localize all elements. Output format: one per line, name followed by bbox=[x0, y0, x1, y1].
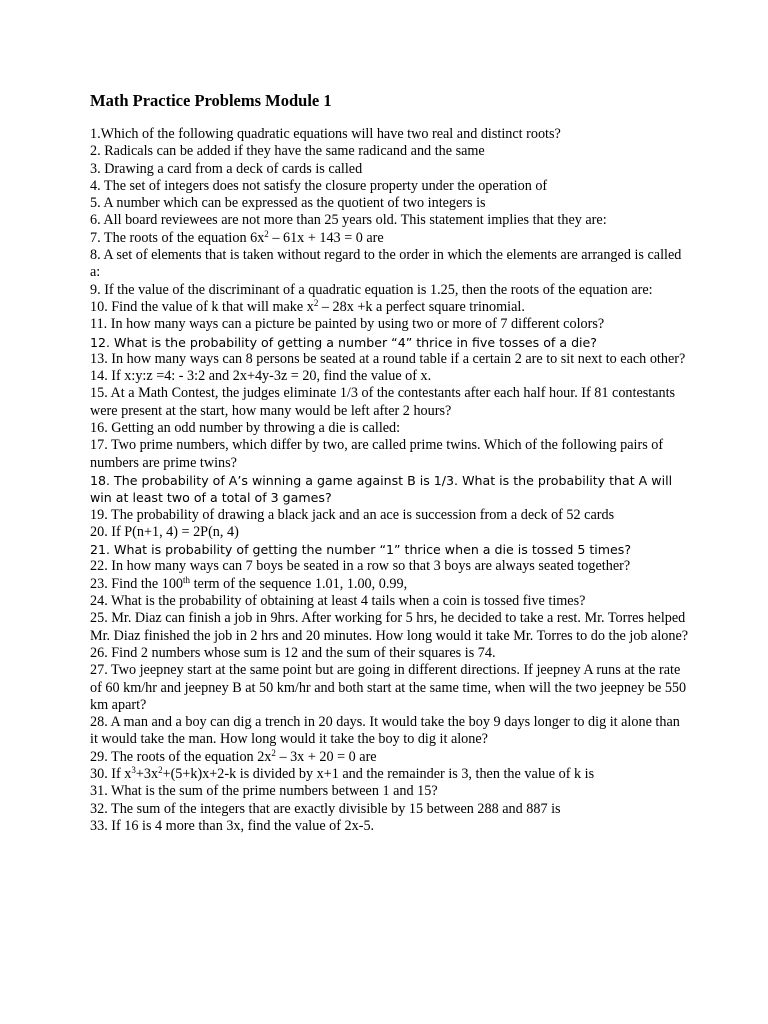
problem-list bbox=[90, 126, 690, 835]
document-title: Math Practice Problems Module 1 bbox=[90, 91, 332, 110]
problem-text: 13. In how many ways can 8 persons be seated at a round table if a certain 2 are to sit next to each other? bbox=[90, 350, 686, 367]
problem-item bbox=[90, 368, 690, 385]
superscript: 2 bbox=[313, 297, 319, 308]
problem-item bbox=[90, 126, 690, 143]
problem-text: 7. The roots of the equation 6x bbox=[90, 229, 265, 246]
problem-item bbox=[90, 610, 690, 645]
problem-item bbox=[90, 576, 690, 593]
problem-text: – 28x +k a perfect square trinomial. bbox=[318, 298, 525, 315]
problem-item bbox=[90, 282, 690, 299]
problem-text: 29. The roots of the equation 2x bbox=[90, 748, 272, 765]
problem-text: 20. If P(n+1, 4) = 2P(n, 4) bbox=[90, 523, 239, 540]
problem-item bbox=[90, 351, 690, 368]
problem-text: 5. A number which can be expressed as the quotient of two integers is bbox=[90, 195, 486, 212]
problem-text: 17. Two prime numbers, which differ by two, are called prime twins. Which of the following pairs of numbers are prime twins? bbox=[90, 437, 664, 471]
problem-text: 18. The probability of A’s winning a game against B is 1/3. What is the probability that A will win at least two of a total of 3 games? bbox=[90, 472, 673, 506]
problem-item bbox=[90, 437, 690, 472]
problem-text: 15. At a Math Contest, the judges eliminate 1/3 of the contestants after each half hour. If 81 contestants were present at the start, how many would be left after 2 hours? bbox=[90, 385, 676, 419]
problem-text: 31. What is the sum of the prime numbers between 1 and 15? bbox=[90, 783, 438, 800]
superscript: 3 bbox=[131, 764, 136, 775]
problem-text: 32. The sum of the integers that are exactly divisible by 15 between 288 and 887 is bbox=[90, 800, 561, 817]
problem-text: 27. Two jeepney start at the same point but are going in different directions. If jeepney A runs at the rate of 60 km/hr and jeepney B at 50 km/hr and both start at the same time, when will the two jeepney be 550 km apart? bbox=[90, 662, 687, 713]
problem-item bbox=[90, 662, 690, 714]
problem-item bbox=[90, 161, 690, 178]
problem-text: 21. What is probability of getting the number “1” thrice when a die is tossed 5 times? bbox=[90, 542, 632, 558]
problem-item bbox=[90, 507, 690, 524]
problem-item bbox=[90, 420, 690, 437]
problem-item bbox=[90, 645, 690, 662]
problem-text: 11. In how many ways can a picture be painted by using two or more of 7 different colors? bbox=[90, 316, 605, 333]
problem-text: 3. Drawing a card from a deck of cards is called bbox=[90, 160, 363, 177]
problem-text: – 61x + 143 = 0 are bbox=[268, 229, 384, 246]
problem-item bbox=[90, 299, 690, 316]
problem-text: term of the sequence 1.01, 1.00, 0.99, bbox=[190, 575, 408, 592]
problem-text: 12. What is the probability of getting a number “4” thrice in five tosses of a die? bbox=[90, 334, 597, 350]
problem-item bbox=[90, 749, 690, 766]
problem-item bbox=[90, 766, 690, 783]
problem-item bbox=[90, 714, 690, 749]
problem-text: +(5+k)x+2-k is divided by x+1 and the remainder is 3, then the value of k is bbox=[162, 765, 595, 782]
superscript: 2 bbox=[158, 764, 163, 775]
problem-text: 22. In how many ways can 7 boys be seated in a row so that 3 boys are always seated together? bbox=[90, 558, 631, 575]
problem-item bbox=[90, 783, 690, 800]
problem-item bbox=[90, 541, 690, 558]
problem-text: 33. If 16 is 4 more than 3x, find the value of 2x-5. bbox=[90, 817, 375, 834]
problem-text: – 3x + 20 = 0 are bbox=[275, 748, 377, 765]
problem-text: 19. The probability of drawing a black jack and an ace is succession from a deck of 52 cards bbox=[90, 506, 615, 523]
problem-text: 30. If x bbox=[90, 765, 132, 782]
problem-item bbox=[90, 230, 690, 247]
problem-text: 25. Mr. Diaz can finish a job in 9hrs. After working for 5 hrs, he decided to take a rest. Mr. Torres helped Mr. Diaz finished the job in 2 hrs and 20 minutes. How long would it take Mr. Torres to do the job alone? bbox=[90, 610, 689, 644]
problem-item bbox=[90, 334, 690, 351]
problem-text: 2. Radicals can be added if they have the same radicand and the same bbox=[90, 143, 485, 160]
problem-text: 14. If x:y:z =4: - 3:2 and 2x+4y-3z = 20, find the value of x. bbox=[90, 368, 432, 385]
problem-item bbox=[90, 316, 690, 333]
problem-item bbox=[90, 593, 690, 610]
problem-text: 24. What is the probability of obtaining at least 4 tails when a coin is tossed five times? bbox=[90, 593, 586, 610]
problem-item bbox=[90, 385, 690, 420]
problem-text: 9. If the value of the discriminant of a quadratic equation is 1.25, then the roots of the equation are: bbox=[90, 281, 653, 298]
problem-item bbox=[90, 801, 690, 818]
problem-item bbox=[90, 524, 690, 541]
problem-text: 16. Getting an odd number by throwing a die is called: bbox=[90, 420, 401, 437]
problem-item bbox=[90, 472, 690, 507]
problem-item bbox=[90, 178, 690, 195]
problem-item bbox=[90, 143, 690, 160]
problem-text: 6. All board reviewees are not more than 25 years old. This statement implies that they are: bbox=[90, 212, 607, 229]
problem-item bbox=[90, 212, 690, 229]
problem-text: 23. Find the 100 bbox=[90, 575, 184, 592]
problem-text: 4. The set of integers does not satisfy the closure property under the operation of bbox=[90, 177, 548, 194]
problem-item bbox=[90, 818, 690, 835]
problem-item bbox=[90, 558, 690, 575]
superscript: 2 bbox=[271, 747, 276, 758]
problem-text: +3x bbox=[135, 765, 159, 782]
superscript: th bbox=[183, 574, 191, 585]
superscript: 2 bbox=[264, 228, 269, 239]
problem-item bbox=[90, 247, 690, 282]
problem-text: 26. Find 2 numbers whose sum is 12 and the sum of their squares is 74. bbox=[90, 644, 496, 661]
problem-text: 28. A man and a boy can dig a trench in 20 days. It would take the boy 9 days longer to dig it alone than it would take the man. How long would it take the boy to dig it alone? bbox=[90, 714, 680, 748]
document-page bbox=[90, 90, 690, 835]
problem-item bbox=[90, 195, 690, 212]
problem-text: 8. A set of elements that is taken without regard to the order in which the elements are arranged is called a: bbox=[90, 247, 682, 281]
problem-text: 1.Which of the following quadratic equations will have two real and distinct roots? bbox=[90, 126, 561, 142]
problem-text: 10. Find the value of k that will make x bbox=[90, 298, 314, 315]
